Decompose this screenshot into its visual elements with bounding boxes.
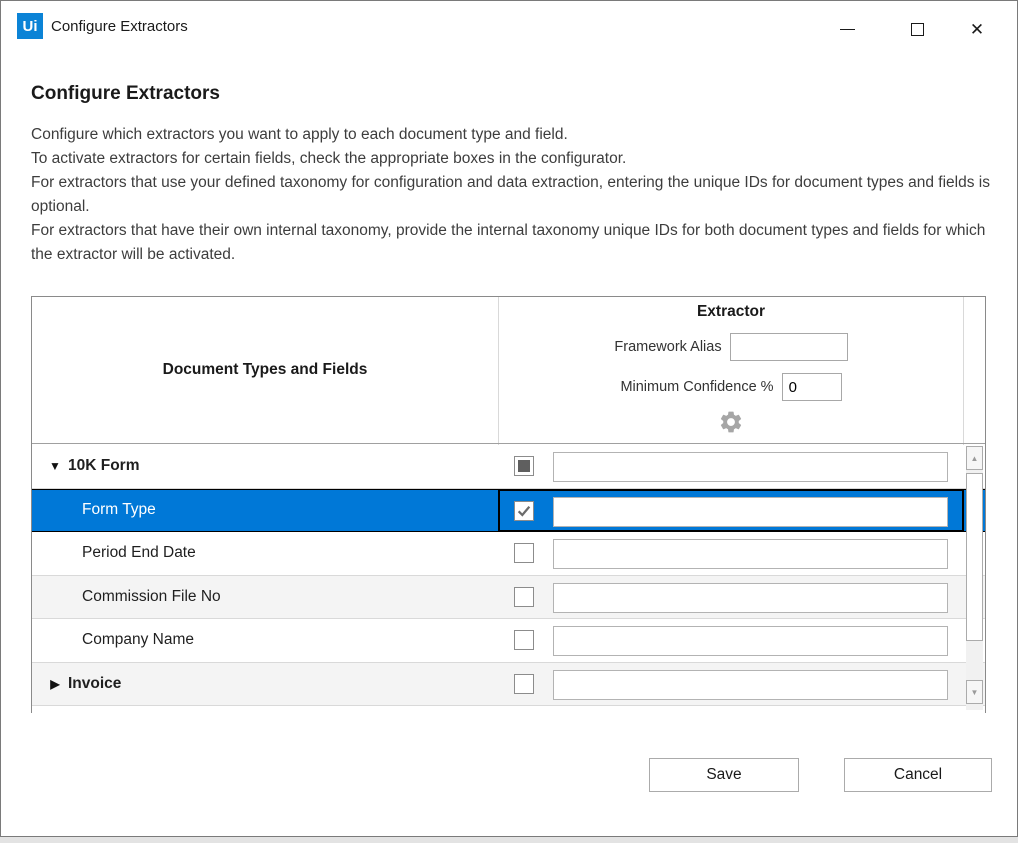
extractor-configurator-table bbox=[31, 296, 986, 713]
row-label-cell[interactable] bbox=[32, 663, 498, 706]
scroll-up-button[interactable]: ▲ bbox=[966, 446, 983, 470]
row-label: 10K Form bbox=[68, 457, 140, 475]
save-button[interactable]: Save bbox=[649, 758, 799, 792]
uipath-logo-icon: Ui bbox=[17, 13, 43, 39]
partial-row[interactable] bbox=[32, 706, 985, 713]
extractor-header bbox=[499, 297, 963, 443]
close-icon: ✕ bbox=[969, 19, 985, 39]
taxonomy-id-input[interactable] bbox=[553, 497, 948, 527]
cancel-button[interactable]: Cancel bbox=[844, 758, 992, 792]
taxonomy-id-input[interactable] bbox=[553, 670, 948, 700]
scroll-down-button[interactable]: ▼ bbox=[966, 680, 983, 704]
document-type-row[interactable] bbox=[32, 663, 985, 707]
row-extractor-cell bbox=[499, 619, 963, 662]
scrollbar-thumb[interactable] bbox=[966, 473, 983, 641]
taxonomy-id-input[interactable] bbox=[553, 583, 948, 613]
document-types-header: Document Types and Fields bbox=[162, 361, 368, 378]
row-label-cell[interactable] bbox=[32, 619, 498, 662]
indeterminate-mark bbox=[518, 460, 530, 472]
desktop-background-strip bbox=[0, 837, 1018, 843]
activate-extractor-checkbox[interactable] bbox=[514, 543, 534, 563]
framework-alias-input[interactable] bbox=[730, 333, 848, 361]
maximize-icon bbox=[911, 23, 924, 36]
activate-extractor-checkbox[interactable] bbox=[514, 501, 534, 521]
taxonomy-id-input[interactable] bbox=[553, 539, 948, 569]
page-title: Configure Extractors bbox=[31, 83, 220, 104]
row-label: Period End Date bbox=[82, 544, 196, 562]
row-extractor-cell bbox=[499, 490, 963, 532]
row-extractor-cell bbox=[499, 706, 963, 713]
taxonomy-id-input[interactable] bbox=[553, 626, 948, 656]
row-label: Invoice bbox=[68, 674, 122, 692]
row-label: Form Type bbox=[82, 501, 156, 519]
row-extractor-cell bbox=[499, 445, 963, 488]
window-title: Configure Extractors bbox=[51, 18, 188, 35]
framework-alias-label: Framework Alias bbox=[614, 339, 722, 355]
maximize-button[interactable] bbox=[895, 14, 939, 44]
field-row[interactable] bbox=[32, 576, 985, 620]
description-line: To activate extractors for certain fields, check the appropriate boxes in the configurator. bbox=[31, 150, 627, 167]
collapsed-triangle-icon[interactable]: ▶ bbox=[50, 676, 60, 691]
extractor-settings-button[interactable] bbox=[718, 409, 744, 440]
checkmark-icon bbox=[516, 503, 532, 519]
table-body bbox=[32, 445, 985, 713]
gear-icon bbox=[718, 409, 744, 435]
extractor-title: Extractor bbox=[696, 303, 766, 320]
minimum-confidence-input[interactable] bbox=[782, 373, 842, 401]
row-extractor-cell bbox=[499, 532, 963, 575]
row-label-cell[interactable] bbox=[32, 490, 498, 532]
scrollbar-column bbox=[964, 297, 986, 712]
description-text bbox=[31, 123, 993, 267]
row-extractor-cell bbox=[499, 576, 963, 619]
row-label-cell[interactable] bbox=[32, 576, 498, 619]
minimum-confidence-label: Minimum Confidence % bbox=[620, 379, 774, 395]
field-row[interactable] bbox=[32, 532, 985, 576]
row-extractor-cell bbox=[499, 663, 963, 706]
row-label-cell[interactable] bbox=[32, 532, 498, 575]
table-header bbox=[32, 297, 985, 444]
field-row[interactable] bbox=[32, 489, 985, 533]
field-row[interactable] bbox=[32, 619, 985, 663]
vertical-scrollbar[interactable] bbox=[966, 446, 983, 710]
expanded-triangle-icon[interactable]: ▼ bbox=[49, 459, 61, 474]
title-bar bbox=[1, 1, 1017, 51]
description-line: For extractors that have their own internal taxonomy, provide the internal taxonomy unique IDs for both document types and fields for which the extractor will be activated. bbox=[31, 222, 986, 263]
close-button[interactable] bbox=[955, 14, 999, 44]
description-line: For extractors that use your defined taxonomy for configuration and data extraction, entering the unique IDs for document types and fields is optional. bbox=[31, 174, 990, 215]
taxonomy-id-input[interactable] bbox=[553, 452, 948, 482]
document-type-row[interactable] bbox=[32, 445, 985, 489]
minimize-button[interactable] bbox=[825, 14, 869, 44]
row-label-cell[interactable] bbox=[32, 445, 498, 488]
description-line: Configure which extractors you want to apply to each document type and field. bbox=[31, 126, 568, 143]
minimize-icon bbox=[840, 29, 855, 30]
activate-extractor-checkbox[interactable] bbox=[514, 674, 534, 694]
activate-extractor-checkbox[interactable] bbox=[514, 587, 534, 607]
row-label: Commission File No bbox=[82, 587, 221, 605]
activate-extractor-checkbox[interactable] bbox=[514, 630, 534, 650]
row-label: Company Name bbox=[82, 631, 194, 649]
activate-extractor-checkbox[interactable] bbox=[514, 456, 534, 476]
